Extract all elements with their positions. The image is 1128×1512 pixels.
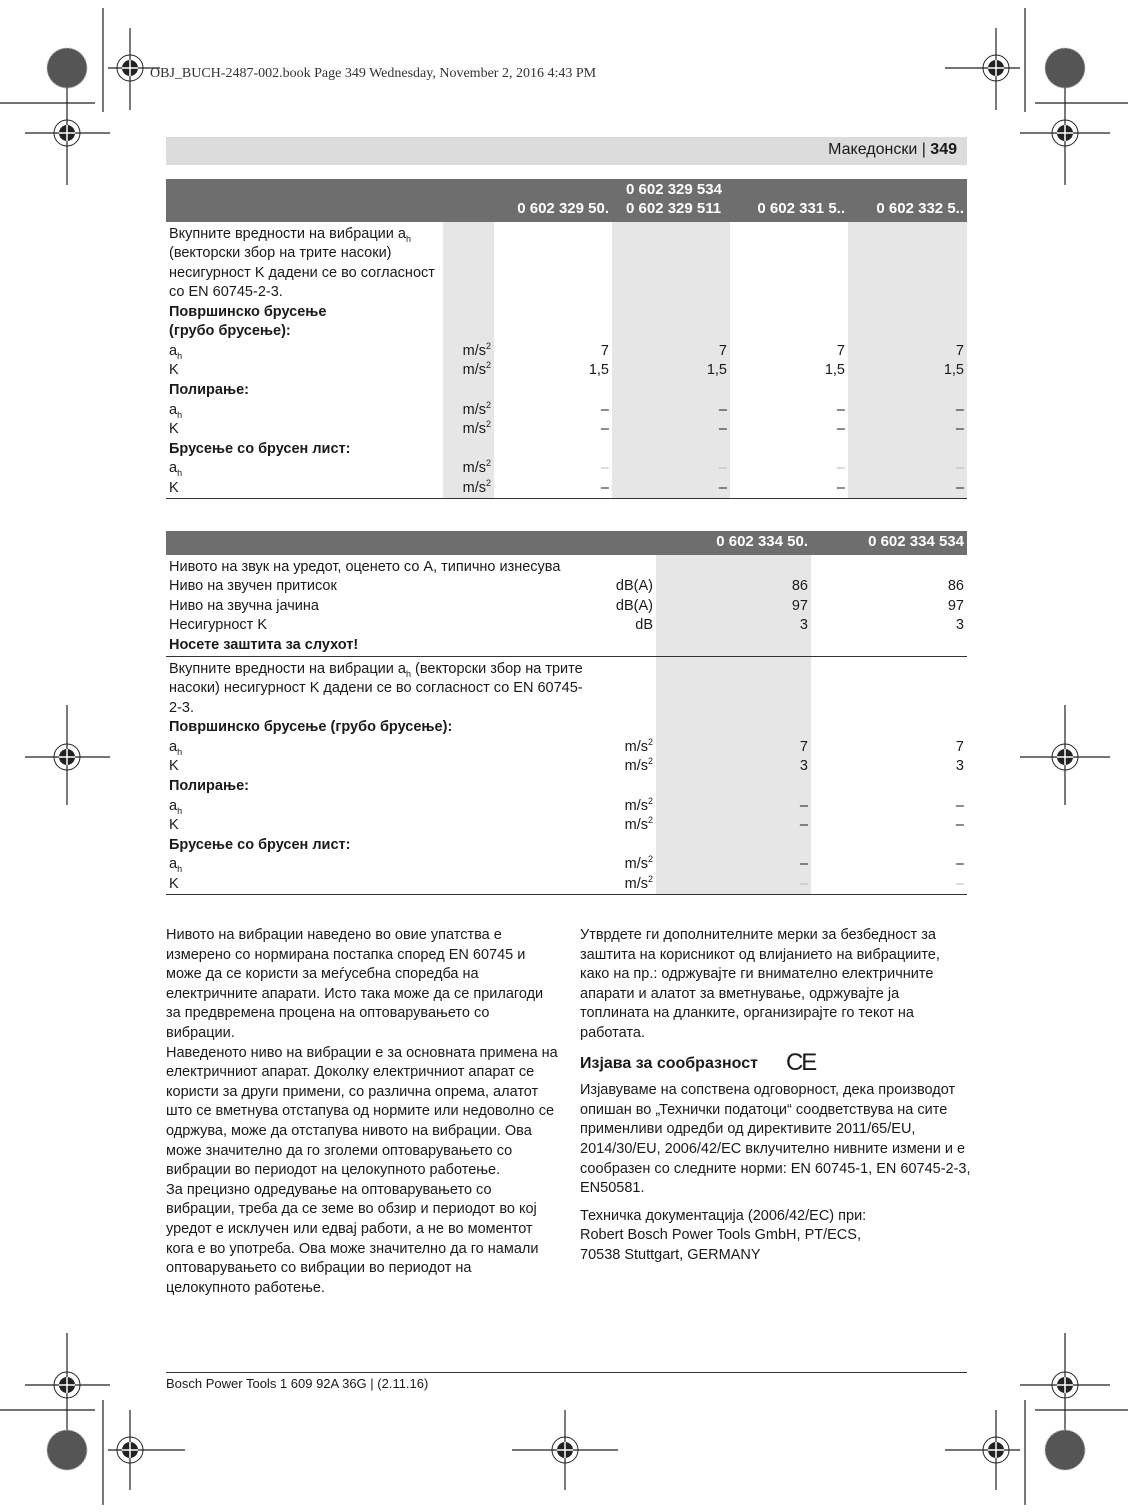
row-value: – xyxy=(955,817,964,834)
row-unit: $m/s^2$ xyxy=(624,736,653,755)
row-unit: $m/s^2$ xyxy=(443,361,494,381)
label-subscript: h xyxy=(177,746,183,757)
row-value: 1,5 xyxy=(848,361,967,381)
row-value: – xyxy=(848,420,967,440)
section-title: Површинско брусење (грубо брусење): xyxy=(169,303,327,340)
column-header: 0 602 329 534 0 602 329 511 xyxy=(612,179,730,222)
unit-superscript: 2 xyxy=(647,815,653,826)
vib-intro: Вкупните вредности на вибрации $a_h$ (векторски збор на трите насоки) несигурност K дадени се во согласност со EN 60745-2-3. xyxy=(166,656,594,718)
header-text xyxy=(828,141,957,159)
table-header-row xyxy=(166,531,967,555)
row-value: 86 xyxy=(656,577,811,597)
row-label: K xyxy=(166,875,594,895)
row-value: 1,5 xyxy=(588,362,609,379)
row-value: 7 xyxy=(656,738,811,758)
row-value: – xyxy=(612,479,730,499)
label-subscript: h xyxy=(177,468,183,479)
row-value: – xyxy=(955,797,964,814)
row-value: 1,5 xyxy=(612,361,730,381)
row-value: 1,5 xyxy=(824,362,845,379)
section-title: Полирање: xyxy=(169,777,249,794)
hearing-row xyxy=(166,636,967,656)
section-title-row xyxy=(166,303,967,342)
row-value: 7 xyxy=(836,342,845,359)
row-value: – xyxy=(600,460,609,477)
unit-superscript: 2 xyxy=(485,458,491,469)
footer-divider xyxy=(166,1372,967,1373)
noise-intro: Нивото на звук на уредот, оценето со A, типично изнесува xyxy=(169,558,561,575)
row-unit: dB(A) xyxy=(615,597,653,614)
row-unit: $m/s^2$ xyxy=(594,875,656,895)
measures-paragraph: Утврдете ги дополнителните мерки за безбедност за заштита на корисникот од влијанието на вибрациите, како на пр.: одржувајте ги внимателно електричните апарати и алатот за вметнување, одржувајте ја топлината на дланките, организирајте го текот на работата. xyxy=(580,927,940,1041)
section-title: Брусење со брусен лист: xyxy=(169,836,351,853)
vib-intro-row xyxy=(166,656,967,718)
table-row xyxy=(166,555,967,578)
row-value: – xyxy=(612,401,730,421)
row-value: 86 xyxy=(947,578,964,595)
table-row xyxy=(166,222,967,303)
row-label: Несигурност K xyxy=(169,617,267,634)
table-row xyxy=(166,597,967,617)
table-header-row xyxy=(166,179,967,222)
row-value: 7 xyxy=(600,342,609,359)
row-label: K xyxy=(169,421,179,438)
row-unit: dB xyxy=(635,617,653,634)
body-right-column xyxy=(580,926,972,1266)
table-row xyxy=(166,757,967,777)
row-label: $a_h$ xyxy=(169,738,183,757)
row-label: $a_h$ xyxy=(169,797,183,816)
unit-superscript: 2 xyxy=(485,399,491,410)
column-header: 0 602 334 50. xyxy=(656,531,811,555)
table-row xyxy=(166,361,967,381)
row-unit: $m/s^2$ xyxy=(443,459,494,479)
row-label: K xyxy=(166,479,443,499)
table-row xyxy=(166,816,967,836)
table-row xyxy=(166,738,967,758)
row-value: – xyxy=(656,875,811,895)
section-title: Површинско брусење (грубо брусење): xyxy=(169,719,453,736)
vibration-table-1 xyxy=(166,179,967,499)
print-slug: OBJ_BUCH-2487-002.book Page 349 Wednesday, November 2, 2016 4:43 PM xyxy=(150,66,597,81)
conformity-heading: Изјава за сообразност CE xyxy=(580,1048,816,1076)
tech-doc: Техничка документација (2006/42/EC) при: xyxy=(580,1207,867,1224)
unit-superscript: 2 xyxy=(485,419,491,430)
header-separator: | xyxy=(917,141,931,158)
row-value: 97 xyxy=(656,597,811,617)
row-value: – xyxy=(494,479,612,499)
row-unit: $m/s^2$ xyxy=(443,342,494,362)
row-label: $a_h$ xyxy=(169,342,183,361)
label-subscript: h xyxy=(177,805,183,816)
row-value: – xyxy=(612,420,730,440)
row-value: – xyxy=(836,460,845,477)
page-header xyxy=(166,137,967,165)
row-value: – xyxy=(656,816,811,836)
row-unit: $m/s^2$ xyxy=(443,479,494,499)
row-value: – xyxy=(848,459,967,479)
unit-superscript: 2 xyxy=(647,873,653,884)
section-title: Полирање: xyxy=(169,382,249,398)
row-unit: $m/s^2$ xyxy=(624,795,653,814)
row-unit: $m/s^2$ xyxy=(624,815,653,834)
section-title-row xyxy=(166,836,967,856)
address: 70538 Stuttgart, GERMANY xyxy=(580,1246,761,1263)
label-subscript: h xyxy=(177,409,183,420)
section-title-row xyxy=(166,777,967,797)
table-row xyxy=(166,797,967,817)
table-row xyxy=(166,420,967,440)
row-label: $a_h$ xyxy=(169,401,183,420)
label-subscript: h xyxy=(405,668,411,679)
label-subscript: h xyxy=(177,864,183,875)
noise-vibration-table-2 xyxy=(166,531,967,895)
row-value: 97 xyxy=(947,597,964,614)
table-row xyxy=(166,459,967,479)
row-value: 3 xyxy=(656,757,811,777)
table-row xyxy=(166,855,967,875)
body-paragraph: Нивото на вибрации наведено во овие упатства е измерено со нормирана постапка според EN 60745 и може да се користи за меѓусебна споредба на електричните апарати. Исто така може да се прилагоди за предвремена процена на оптоварувањето со вибрации. xyxy=(166,927,544,1041)
row-label: $a_h$ xyxy=(169,460,183,479)
row-value: – xyxy=(836,421,845,438)
row-value: 7 xyxy=(848,342,967,362)
column-header: 0 602 334 534 xyxy=(811,531,967,555)
row-value: – xyxy=(848,401,967,421)
unit-superscript: 2 xyxy=(647,756,653,767)
row-value: – xyxy=(730,479,848,499)
body-paragraph: Наведеното ниво на вибрации е за основната примена на електричниот апарат. Доколку електричниот апарат се користи за други примени, со различна опрема, алатот што се вметнува отстапува од нормите или недоволно се одржува, може да отстапува нивото на вибрации. Ова може значително да го зголеми оптоварувањето со вибрации во периодот на целокупното работење. xyxy=(166,1044,558,1179)
unit-superscript: 2 xyxy=(647,795,653,806)
column-header: 0 602 332 5.. xyxy=(848,179,967,222)
section-title: Брусење со брусен лист: xyxy=(169,440,351,457)
row-value: 3 xyxy=(656,616,811,636)
row-value: – xyxy=(836,401,845,418)
declaration-paragraph: Изјавуваме на сопствена одговорност, дека производот опишан во „Технички податоци“ соодветствува на сите применливи одредби од директивите 2011/65/EU, 2014/30/EU, 2006/42/EC вклучително нивните измени и е сообразен со следните норми: EN 60745-1, EN 60745-2-3, EN50581. xyxy=(580,1082,971,1197)
row-value: 3 xyxy=(955,617,964,634)
table-row xyxy=(166,875,967,895)
row-value: – xyxy=(600,401,609,418)
unit-superscript: 2 xyxy=(485,341,491,352)
row-label: $a_h$ xyxy=(169,856,183,875)
section-title-row xyxy=(166,440,967,460)
row-unit: $m/s^2$ xyxy=(443,401,494,421)
body-left-column xyxy=(166,926,558,1298)
intro-text: Вкупните вредности на вибрации $a_h$ (векторски збор на трите насоки) несигурност K дадени се во согласност со EN 60745-2-3. xyxy=(169,225,435,301)
unit-superscript: 2 xyxy=(647,736,653,747)
row-unit: dB(A) xyxy=(615,578,653,595)
row-value: – xyxy=(612,459,730,479)
row-value: 7 xyxy=(955,738,964,755)
page-number: 349 xyxy=(930,141,957,158)
ce-mark-icon: CE xyxy=(785,1048,816,1076)
unit-superscript: 2 xyxy=(647,854,653,865)
row-value: – xyxy=(656,855,811,875)
row-value: 7 xyxy=(612,342,730,362)
row-label: K xyxy=(169,817,179,834)
body-paragraph: За прецизно одредување на оптоварувањето со вибрации, треба да се земе во обзир и периодот во кој уредот е исклучен или едвај работи, а не во моментот кога е во употреба. Ова може значително да го намали оптоварувањето со вибрации во периодот на целокупното работење. xyxy=(166,1181,539,1296)
column-header: 0 602 329 50. xyxy=(494,179,612,222)
unit-superscript: 2 xyxy=(485,477,491,488)
table-row xyxy=(166,577,967,597)
unit-superscript: 2 xyxy=(485,360,491,371)
row-label: Ниво на звучен притисок xyxy=(169,578,337,595)
row-label: Ниво на звучна јачина xyxy=(169,597,319,614)
table-row xyxy=(166,401,967,421)
hearing-protection: Носете заштита за слухот! xyxy=(169,637,359,653)
footer-text: Bosch Power Tools 1 609 92A 36G | (2.11.16) xyxy=(166,1376,429,1391)
row-value: – xyxy=(848,479,967,499)
table-row xyxy=(166,616,967,636)
header-language: Македонски xyxy=(828,141,918,158)
row-label: K xyxy=(169,758,179,775)
table-row xyxy=(166,479,967,499)
row-value: 3 xyxy=(955,758,964,775)
row-value: – xyxy=(656,797,811,817)
row-unit: $m/s^2$ xyxy=(443,420,494,440)
section-title-row xyxy=(166,718,967,738)
row-value: – xyxy=(600,421,609,438)
table-row xyxy=(166,342,967,362)
row-unit: $m/s^2$ xyxy=(624,854,653,873)
section-title-row xyxy=(166,381,967,401)
company: Robert Bosch Power Tools GmbH, PT/ECS, xyxy=(580,1227,861,1244)
row-value: – xyxy=(955,856,964,873)
column-header: 0 602 331 5.. xyxy=(730,179,848,222)
label-subscript: h xyxy=(177,350,183,361)
row-unit: $m/s^2$ xyxy=(624,756,653,775)
row-label: K xyxy=(169,362,179,379)
row-value: – xyxy=(811,875,967,895)
